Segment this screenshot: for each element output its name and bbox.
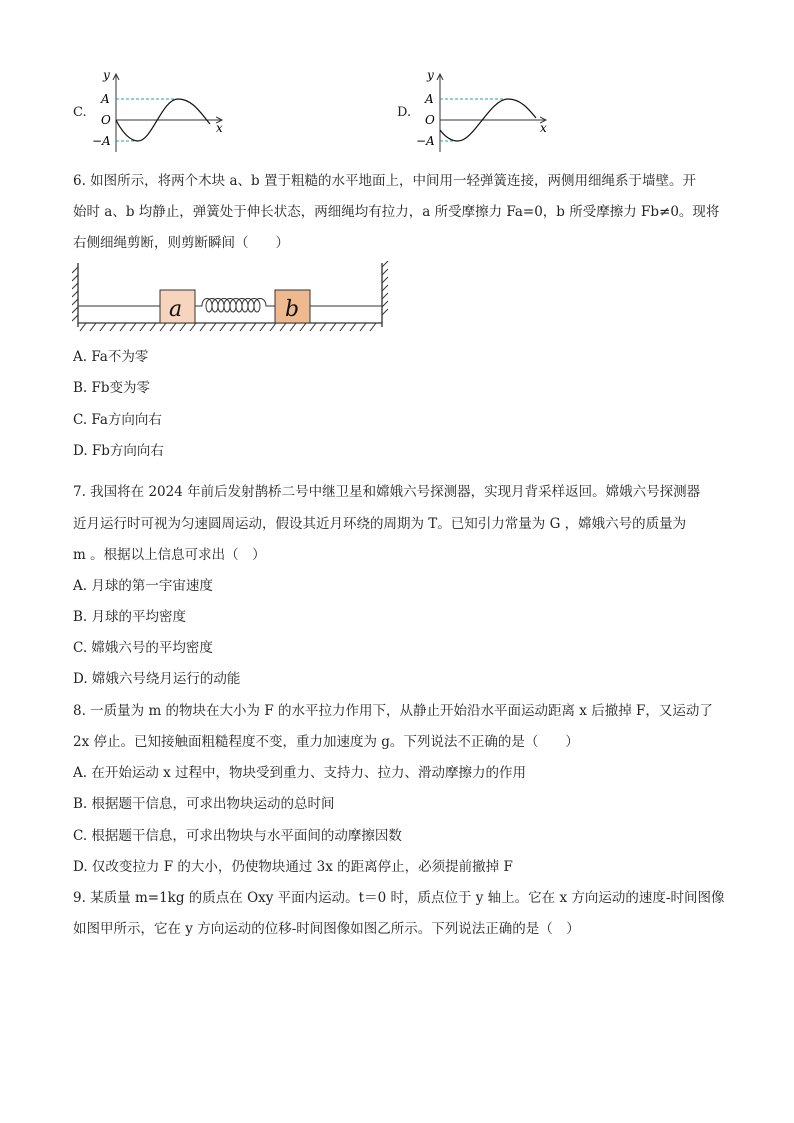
- q7-text-line-1: 7. 我国将在 2024 年前后发射鹊桥二号中继卫星和嫦娥六号探测器，实现月背采样返回。嫦娥六号探测器: [73, 484, 701, 500]
- graph-c-neg-a-label: −A: [92, 134, 111, 148]
- q6-text-line-3: 右侧细绳剪断，则剪断瞬间（ ）: [73, 235, 289, 251]
- graph-c-o-label: O: [101, 113, 111, 127]
- block-b-label: b: [285, 297, 300, 322]
- q6-option-c: C. Fa方向向右: [73, 412, 162, 428]
- graph-d: [394, 62, 564, 157]
- graph-c-y-label: y: [103, 68, 110, 82]
- q6-text-line-2: 始时 a、b 均静止，弹簧处于伸长状态，两细绳均有拉力，a 所受摩擦力 Fa=0，b 所受摩擦力 Fb≠0。现将: [73, 204, 720, 220]
- q7-option-b: B. 月球的平均密度: [73, 609, 187, 625]
- q9-text-line-2: 如图甲所示，它在 y 方向运动的位移-时间图像如图乙所示。下列说法正确的是（ ）: [73, 921, 580, 937]
- graph-c: [70, 62, 240, 157]
- graph-d-a-label: A: [425, 92, 434, 106]
- q7-option-a: A. 月球的第一宇宙速度: [73, 578, 213, 594]
- q8-text-line-1: 8. 一质量为 m 的物块在大小为 F 的水平拉力作用下，从静止开始沿水平面运动距离 x 后撤掉 F，又运动了: [73, 703, 713, 719]
- graph-d-y-label: y: [427, 68, 434, 82]
- q7-text-line-3: m 。根据以上信息可求出（ ）: [73, 547, 266, 563]
- q6-option-d: D. Fb方向向右: [73, 443, 164, 459]
- graph-c-x-label: x: [216, 121, 223, 135]
- graph-c-label: C.: [73, 105, 87, 120]
- q8-text-line-2: 2x 停止。已知接触面粗糙程度不变，重力加速度为 g。下列说法不正确的是（ ）: [73, 734, 579, 750]
- graph-d-o-label: O: [425, 113, 435, 127]
- q6-option-b: B. Fb变为零: [73, 380, 151, 396]
- q8-option-d: D. 仅改变拉力 F 的大小，仍使物块通过 3x 的距离停止，必须提前撤掉 F: [73, 859, 513, 875]
- q7-option-d: D. 嫦娥六号绕月运行的动能: [73, 671, 241, 687]
- q6-text-line-1: 6. 如图所示，将两个木块 a、b 置于粗糙的水平地面上，中间用一轻弹簧连接，两侧用细绳系于墙壁。开: [73, 173, 696, 189]
- q8-option-c: C. 根据题干信息，可求出物块与水平面间的动摩擦因数: [73, 828, 402, 844]
- q8-option-a: A. 在开始运动 x 过程中，物块受到重力、支持力、拉力、滑动摩擦力的作用: [73, 765, 527, 781]
- spring: [195, 299, 275, 313]
- q7-text-line-2: 近月运行时可视为匀速圆周运动，假设其近月环绕的周期为 T。已知引力常量为 G ，嫦娥六号的质量为: [73, 516, 687, 532]
- graph-c-a-label: A: [101, 92, 110, 106]
- q9-text-line-1: 9. 某质量 m=1kg 的质点在 Oxy 平面内运动。t＝0 时，质点位于 y 轴上。它在 x 方向运动的速度-时间图像: [73, 890, 725, 906]
- q6-option-a: A. Fa不为零: [73, 349, 149, 365]
- graph-d-plot: [394, 62, 564, 157]
- graph-d-neg-a-label: −A: [416, 134, 435, 148]
- block-a-label: a: [169, 297, 183, 322]
- graph-c-plot: [70, 62, 240, 157]
- q6-figure: [72, 261, 402, 337]
- graph-d-label: D.: [397, 105, 412, 120]
- q8-option-b: B. 根据题干信息，可求出物块运动的总时间: [73, 796, 335, 812]
- q7-option-c: C. 嫦娥六号的平均密度: [73, 640, 213, 656]
- graph-d-x-label: x: [540, 121, 547, 135]
